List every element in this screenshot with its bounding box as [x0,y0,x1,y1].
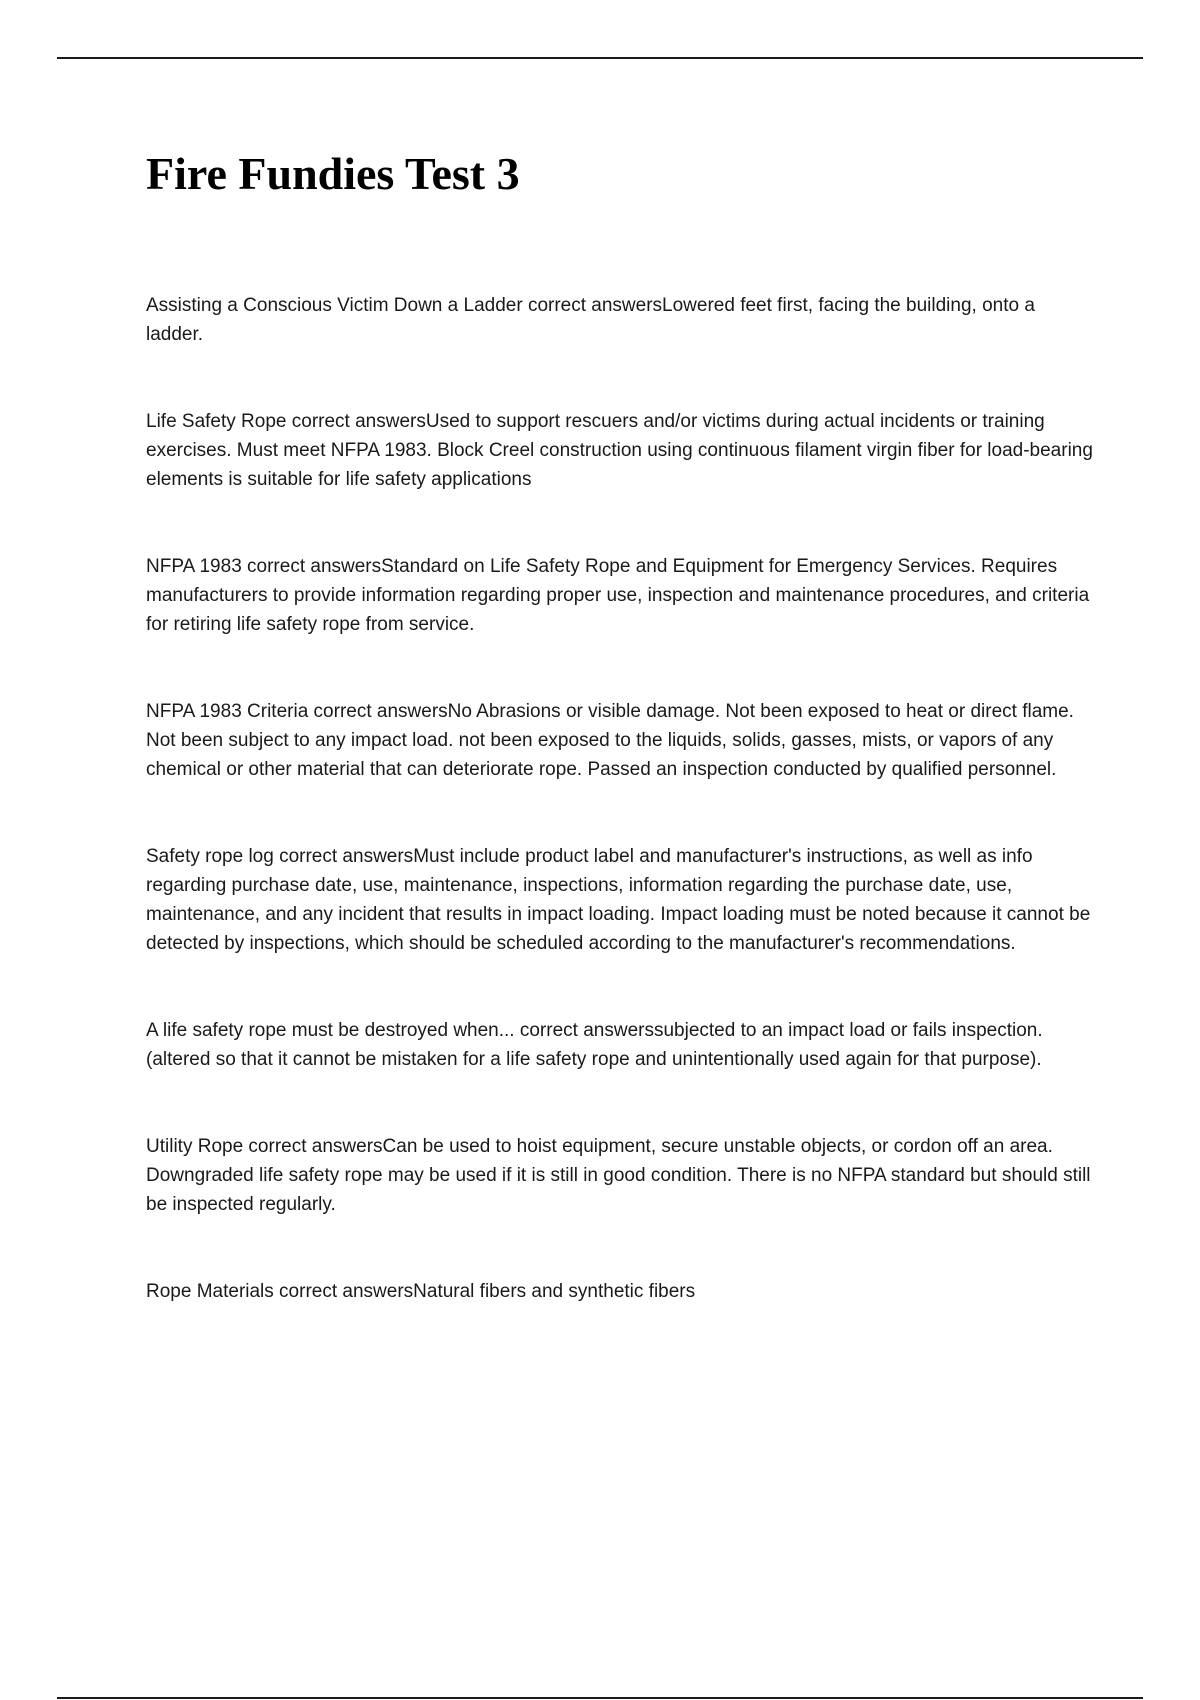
entry-answer: Used to support rescuers and/or victims during actual incidents or training exercises. Must meet NFPA 1983. Block Creel construction using continuous filament virgin fiber for load-bearing elements is suitable for life safety applications [146,411,1093,490]
entry-term: NFPA 1983 Criteria correct answers [146,701,448,722]
entry-answer: Can be used to hoist equipment, secure unstable objects, or cordon off an area. Downgraded life safety rope may be used if it is still in good condition. There is no NFPA standard but should still be inspected regularly. [146,1136,1091,1215]
entry-answer: Must include product label and manufacturer's instructions, as well as info regarding purchase date, use, maintenance, inspections, information regarding the purchase date, use, maintenance, and any incident that results in impact loading. Impact loading must be noted because it cannot be detected by inspections, which should be scheduled according to the manufacturer's recommendations. [146,846,1091,954]
flashcard-entry [146,1132,1096,1219]
entry-term: Rope Materials correct answers [146,1281,414,1302]
flashcard-entry [146,842,1096,958]
entry-term: Safety rope log correct answers [146,846,414,867]
flashcard-entry [146,1277,1096,1306]
flashcard-entry [146,552,1096,639]
flashcard-entry [146,291,1096,349]
bottom-rule [57,1697,1143,1699]
top-rule [57,57,1143,59]
flashcard-entry [146,407,1096,494]
flashcard-entry [146,1016,1096,1074]
flashcard-list [146,291,1096,1364]
page-title: Fire Fundies Test 3 [146,148,520,199]
entry-term: NFPA 1983 correct answers [146,556,382,577]
entry-term: Utility Rope correct answers [146,1136,383,1157]
entry-answer: Lowered feet first, facing the building, onto a ladder. [146,295,1035,345]
entry-answer: subjected to an impact load or fails inspection. (altered so that it cannot be mistaken for a life safety rope and unintentionally used again for that purpose). [146,1020,1043,1070]
entry-term: Life Safety Rope correct answers [146,411,426,432]
entry-answer: Standard on Life Safety Rope and Equipment for Emergency Services. Requires manufacturers to provide information regarding proper use, inspection and maintenance procedures, and criteria for retiring life safety rope from service. [146,556,1090,635]
entry-answer: Natural fibers and synthetic fibers [413,1281,696,1302]
entry-term: Assisting a Conscious Victim Down a Ladder correct answers [146,295,663,316]
flashcard-entry [146,697,1096,784]
entry-term: A life safety rope must be destroyed when... correct answers [146,1020,654,1041]
entry-answer: No Abrasions or visible damage. Not been exposed to heat or direct flame. Not been subject to any impact load. not been exposed to the liquids, solids, gasses, mists, or vapors of any chemical or other material that can deteriorate rope. Passed an inspection conducted by qualified personnel. [146,701,1074,780]
